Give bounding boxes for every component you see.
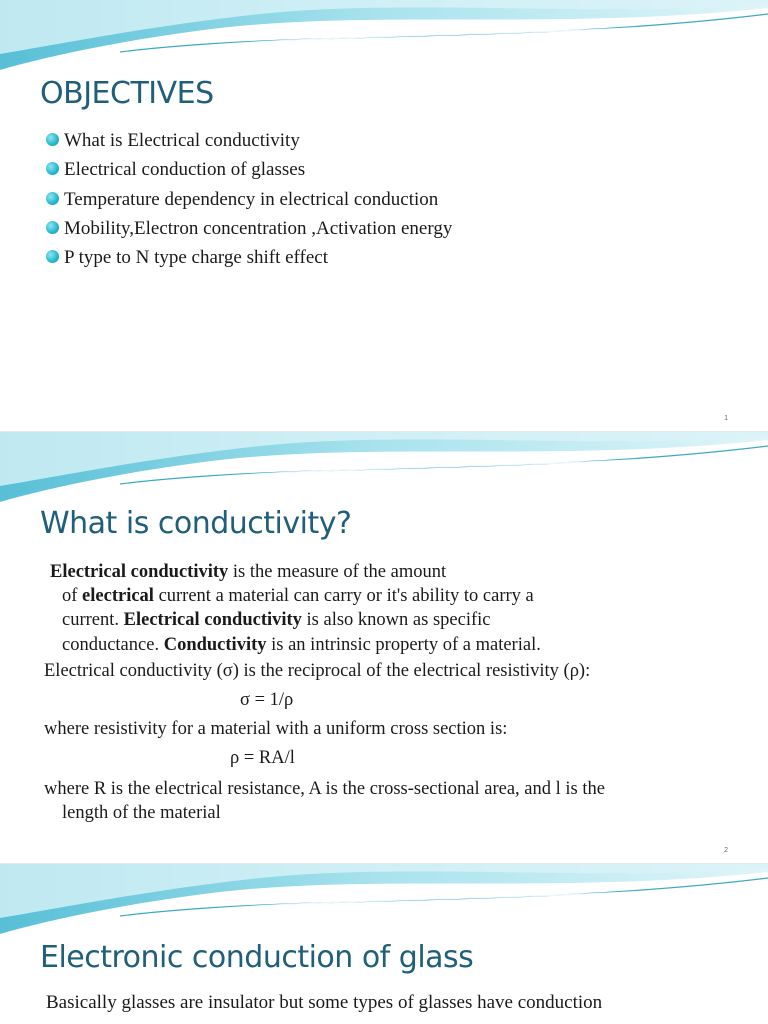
where-paragraph [44,777,744,825]
slide-1 [0,0,768,432]
wave-banner [0,0,768,80]
list-item: Temperature dependency in electrical conduction [46,185,452,214]
slide-3 [0,864,768,1024]
resistivity-line: where resistivity for a material with a uniform cross section is: [44,718,508,739]
list-item: What is Electrical conductivity [46,126,452,155]
reciprocal-line: Electrical conductivity (σ) is the reciprocal of the electrical resistivity (ρ): [44,660,591,681]
text: of [62,586,83,607]
bullet-icon [46,250,59,263]
list-item: Mobility,Electron concentration ,Activation energy [46,214,452,243]
objectives-list [46,126,452,272]
slide-title: OBJECTIVES [40,76,214,111]
text: conductance. [62,634,164,655]
bullet-icon [46,221,59,234]
wave-banner [0,432,768,512]
text: is the measure of the amount [228,562,447,582]
text: is an intrinsic property of a material. [266,634,541,655]
page-number: 2 [724,847,728,854]
slide-2 [0,432,768,864]
slide-body [44,560,744,825]
bullet-icon [46,192,59,205]
bold-term: Electrical conductivity [123,610,302,631]
wave-banner [0,864,768,944]
page-number: 1 [724,415,728,422]
text: current a material can carry or it's ability to carry a [153,586,534,607]
text: current. [62,610,124,631]
bullet-icon [46,162,59,175]
bold-term: Electrical conductivity [50,562,229,582]
slide-title: Electronic conduction of glass [40,940,474,975]
formula-resistivity: ρ = RA/l [230,747,295,768]
list-item: Electrical conduction of glasses [46,155,452,184]
slide-body: Basically glasses are insulator but some types of glasses have conduction [46,992,603,1013]
bold-term: Conductivity [163,634,267,655]
text: length of the material [62,803,221,824]
text: where R is the electrical resistance, A is the cross-sectional area, and l is the [44,778,605,799]
slide-title: What is conductivity? [40,506,352,541]
definition-paragraph [44,560,744,657]
bold-term: electrical [82,586,154,607]
list-item: P type to N type charge shift effect [46,243,452,272]
text: is also known as specific [301,610,491,631]
bullet-icon [46,133,59,146]
formula-conductivity: σ = 1/ρ [240,689,294,710]
